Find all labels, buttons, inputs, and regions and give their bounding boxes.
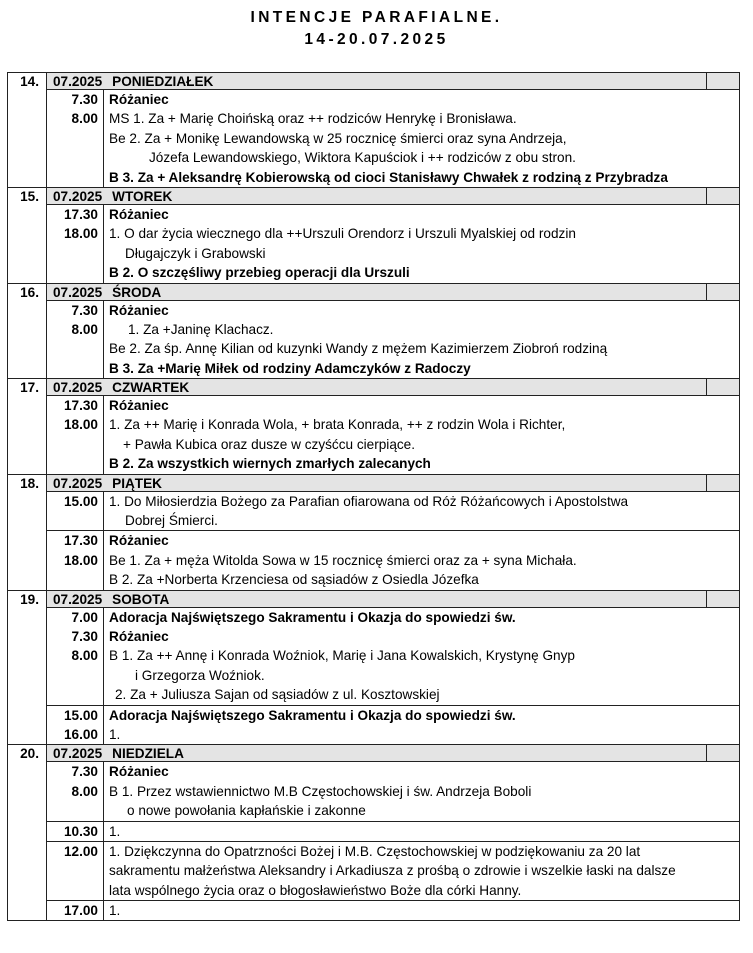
mass-row xyxy=(8,607,740,705)
mass-time: 16.00 xyxy=(63,726,98,742)
mass-row xyxy=(8,90,740,188)
mass-times xyxy=(47,705,104,745)
intention-heading: Różaniec xyxy=(109,628,169,644)
intention-heading: B 2. Za wszystkich wiernych zmarłych zalecanych xyxy=(109,456,431,472)
day-number: 15. xyxy=(8,187,47,283)
mass-time: 18.00 xyxy=(63,226,98,242)
mass-time: 8.00 xyxy=(71,111,98,127)
day-header-end xyxy=(707,590,740,607)
day-name: PONIEDZIAŁEK xyxy=(112,74,214,89)
page-title: INTENCJE PARAFIALNE. xyxy=(250,9,503,26)
mass-time: 17.00 xyxy=(63,903,98,919)
mass-intentions xyxy=(104,204,740,283)
day-name: PIĄTEK xyxy=(112,475,162,491)
day-date: 07.2025 xyxy=(53,380,103,396)
day-header-end xyxy=(707,745,740,762)
mass-times xyxy=(47,607,104,705)
mass-time: 17.30 xyxy=(63,533,98,549)
mass-row xyxy=(8,531,740,590)
day-header-end xyxy=(707,73,740,90)
mass-time: 8.00 xyxy=(71,321,98,337)
mass-time: 7.30 xyxy=(71,628,98,644)
intention-line: B 1. Za ++ Annę i Konrada Woźniok, Marię i Jana Kowalskich, Krystynę Gnyp xyxy=(109,648,575,664)
mass-intentions xyxy=(104,491,740,531)
mass-intentions xyxy=(104,841,740,900)
day-date: 07.2025 xyxy=(53,188,103,204)
mass-intentions xyxy=(104,531,740,590)
mass-intentions xyxy=(104,300,740,379)
day-date: 07.2025 xyxy=(53,475,103,491)
mass-times xyxy=(47,901,104,921)
day-header xyxy=(47,379,707,396)
intention-line: 1. Dziękczynna do Opatrzności Bożej i M.B. Częstochowskiej w podziękowaniu za 20 lat xyxy=(109,843,641,859)
day-name: CZWARTEK xyxy=(112,380,190,396)
intention-heading: Różaniec xyxy=(109,206,169,222)
day-date: 07.2025 xyxy=(53,74,103,89)
mass-times xyxy=(47,821,104,841)
intention-line: 1. Do Miłosierdzia Bożego za Parafian ofiarowana od Róż Różańcowych i Apostolstwa xyxy=(109,493,629,509)
day-date: 07.2025 xyxy=(53,284,103,300)
day-number: 18. xyxy=(8,474,47,590)
mass-intentions xyxy=(104,396,740,475)
day-header-end xyxy=(707,379,740,396)
mass-time xyxy=(47,801,98,820)
intention-heading: Różaniec xyxy=(109,764,169,780)
intention-line: i Grzegorza Woźniok. xyxy=(135,667,265,683)
mass-row xyxy=(8,841,740,900)
intention-heading: Różaniec xyxy=(109,533,169,549)
intention-line: 1. xyxy=(109,726,121,742)
intention-line: 1. Za ++ Marię i Konrada Wola, + brata Konrada, ++ z rodzin Wola i Richter, xyxy=(109,417,566,433)
day-header xyxy=(47,187,707,204)
mass-time: 15.00 xyxy=(63,493,98,509)
intention-line: Be 2. Za śp. Annę Kilian od kuzynki Wandy z mężem Kazimierzem Ziobroń rodziną xyxy=(109,341,608,357)
mass-row xyxy=(8,204,740,283)
mass-time xyxy=(47,685,98,704)
mass-times xyxy=(47,531,104,590)
day-date: 07.2025 xyxy=(53,746,103,762)
mass-time: 15.00 xyxy=(63,707,98,723)
intention-line: B 1. Przez wstawiennictwo M.B Częstochowskiej i św. Andrzeja Boboli xyxy=(109,783,532,799)
day-header xyxy=(47,745,707,762)
day-number: 19. xyxy=(8,590,47,745)
mass-times xyxy=(47,204,104,283)
day-header-row xyxy=(8,590,740,607)
mass-times xyxy=(47,300,104,379)
intention-line: 2. Za + Juliusza Sajan od sąsiadów z ul. Kosztowskiej xyxy=(115,687,440,703)
mass-row xyxy=(8,762,740,821)
mass-times xyxy=(47,90,104,188)
day-name: ŚRODA xyxy=(112,284,162,300)
mass-row xyxy=(8,396,740,475)
day-header-row xyxy=(8,73,740,90)
mass-time: 7.30 xyxy=(71,92,98,107)
mass-times xyxy=(47,762,104,821)
mass-intentions xyxy=(104,901,740,921)
day-number: 14. xyxy=(8,73,47,188)
mass-time: 8.00 xyxy=(71,648,98,664)
intention-heading: Różaniec xyxy=(109,302,169,318)
day-header-row xyxy=(8,187,740,204)
intention-line: Be 2. Za + Monikę Lewandowską w 25 rocznicę śmierci oraz syna Andrzeja, xyxy=(109,130,567,146)
mass-times xyxy=(47,396,104,475)
intention-line: 1. xyxy=(109,823,121,839)
day-header-row xyxy=(8,745,740,762)
mass-time: 17.30 xyxy=(63,398,98,414)
mass-time: 8.00 xyxy=(71,783,98,799)
intention-heading: Adoracja Najświętszego Sakramentu i Okazja do spowiedzi św. xyxy=(109,609,516,625)
mass-time: 7.30 xyxy=(71,764,98,780)
mass-row xyxy=(8,491,740,531)
day-name: WTOREK xyxy=(112,188,173,204)
intention-line: lata wspólnego życia oraz o błogosławieństwo Boże dla córki Hanny. xyxy=(109,882,522,898)
intention-line: o nowe powołania kapłańskie i zakonne xyxy=(127,803,366,819)
mass-time xyxy=(47,570,98,589)
day-number: 16. xyxy=(8,283,47,379)
intention-heading: B 2. O szczęśliwy przebieg operacji dla Urszuli xyxy=(109,265,410,281)
mass-intentions xyxy=(104,762,740,821)
intention-line: 1. O dar życia wiecznego dla ++Urszuli Orendorz i Urszuli Myalskiej od rodzin xyxy=(109,226,576,242)
intention-heading: B 3. Za +Marię Miłek od rodziny Adamczyków z Radoczy xyxy=(109,360,471,376)
day-header-end xyxy=(707,474,740,491)
day-header xyxy=(47,73,707,90)
intention-line: Dobrej Śmierci. xyxy=(125,513,218,529)
mass-time xyxy=(47,881,98,900)
mass-time xyxy=(47,666,98,685)
day-header-row xyxy=(8,474,740,491)
intentions-table xyxy=(7,72,740,921)
mass-time: 18.00 xyxy=(63,552,98,568)
mass-row xyxy=(8,821,740,841)
mass-time: 18.00 xyxy=(63,417,98,433)
intention-heading: Adoracja Najświętszego Sakramentu i Okazja do spowiedzi św. xyxy=(109,707,516,723)
intention-line: Józefa Lewandowskiego, Wiktora Kapuściok i ++ rodziców z obu stron. xyxy=(149,150,576,166)
day-header xyxy=(47,283,707,300)
mass-time xyxy=(47,511,98,530)
mass-times xyxy=(47,491,104,531)
intention-heading: Różaniec xyxy=(109,92,169,107)
mass-time: 7.00 xyxy=(71,609,98,625)
mass-time: 7.30 xyxy=(71,302,98,318)
mass-time: 12.00 xyxy=(63,843,98,859)
mass-time xyxy=(47,861,98,880)
intention-line: sakramentu małżeństwa Aleksandry i Arkadiusza z prośbą o zdrowie i wszelkie łaski na dalsze xyxy=(109,863,676,879)
mass-intentions xyxy=(104,821,740,841)
mass-row xyxy=(8,901,740,921)
mass-times xyxy=(47,841,104,900)
intention-line: MS 1. Za + Marię Choińską oraz ++ rodziców Henrykę i Bronisława. xyxy=(109,111,517,127)
day-number: 20. xyxy=(8,745,47,921)
intention-line: B 2. Za +Norberta Krzenciesa od sąsiadów z Osiedla Józefka xyxy=(109,572,479,588)
day-date: 07.2025 xyxy=(53,591,103,607)
day-header xyxy=(47,474,707,491)
intention-line: 1. xyxy=(109,903,121,919)
intention-line: Długajczyk i Grabowski xyxy=(125,245,266,261)
intention-line: Be 1. Za + męża Witolda Sowa w 15 rocznicę śmierci oraz za + syna Michała. xyxy=(109,552,577,568)
mass-intentions xyxy=(104,705,740,745)
day-name: NIEDZIELA xyxy=(112,746,184,762)
intention-heading: B 3. Za + Aleksandrę Kobierowską od cioci Stanisławy Chwałek z rodziną z Przybradza xyxy=(109,169,668,185)
intention-line: 1. Za +Janinę Klachacz. xyxy=(128,321,274,337)
mass-row xyxy=(8,705,740,745)
mass-intentions xyxy=(104,607,740,705)
mass-time: 10.30 xyxy=(63,823,98,839)
mass-intentions xyxy=(104,90,740,188)
intention-line: + Pawła Kubica oraz dusze w czyśćcu cierpiące. xyxy=(123,436,416,452)
day-number: 17. xyxy=(8,379,47,475)
mass-row xyxy=(8,300,740,379)
mass-time: 17.30 xyxy=(63,206,98,222)
day-header-end xyxy=(707,283,740,300)
day-header xyxy=(47,590,707,607)
date-range: 14-20.07.2025 xyxy=(304,31,449,48)
day-header-row xyxy=(8,379,740,396)
day-header-end xyxy=(707,187,740,204)
day-name: SOBOTA xyxy=(112,591,170,607)
day-header-row xyxy=(8,283,740,300)
intention-heading: Różaniec xyxy=(109,398,169,414)
